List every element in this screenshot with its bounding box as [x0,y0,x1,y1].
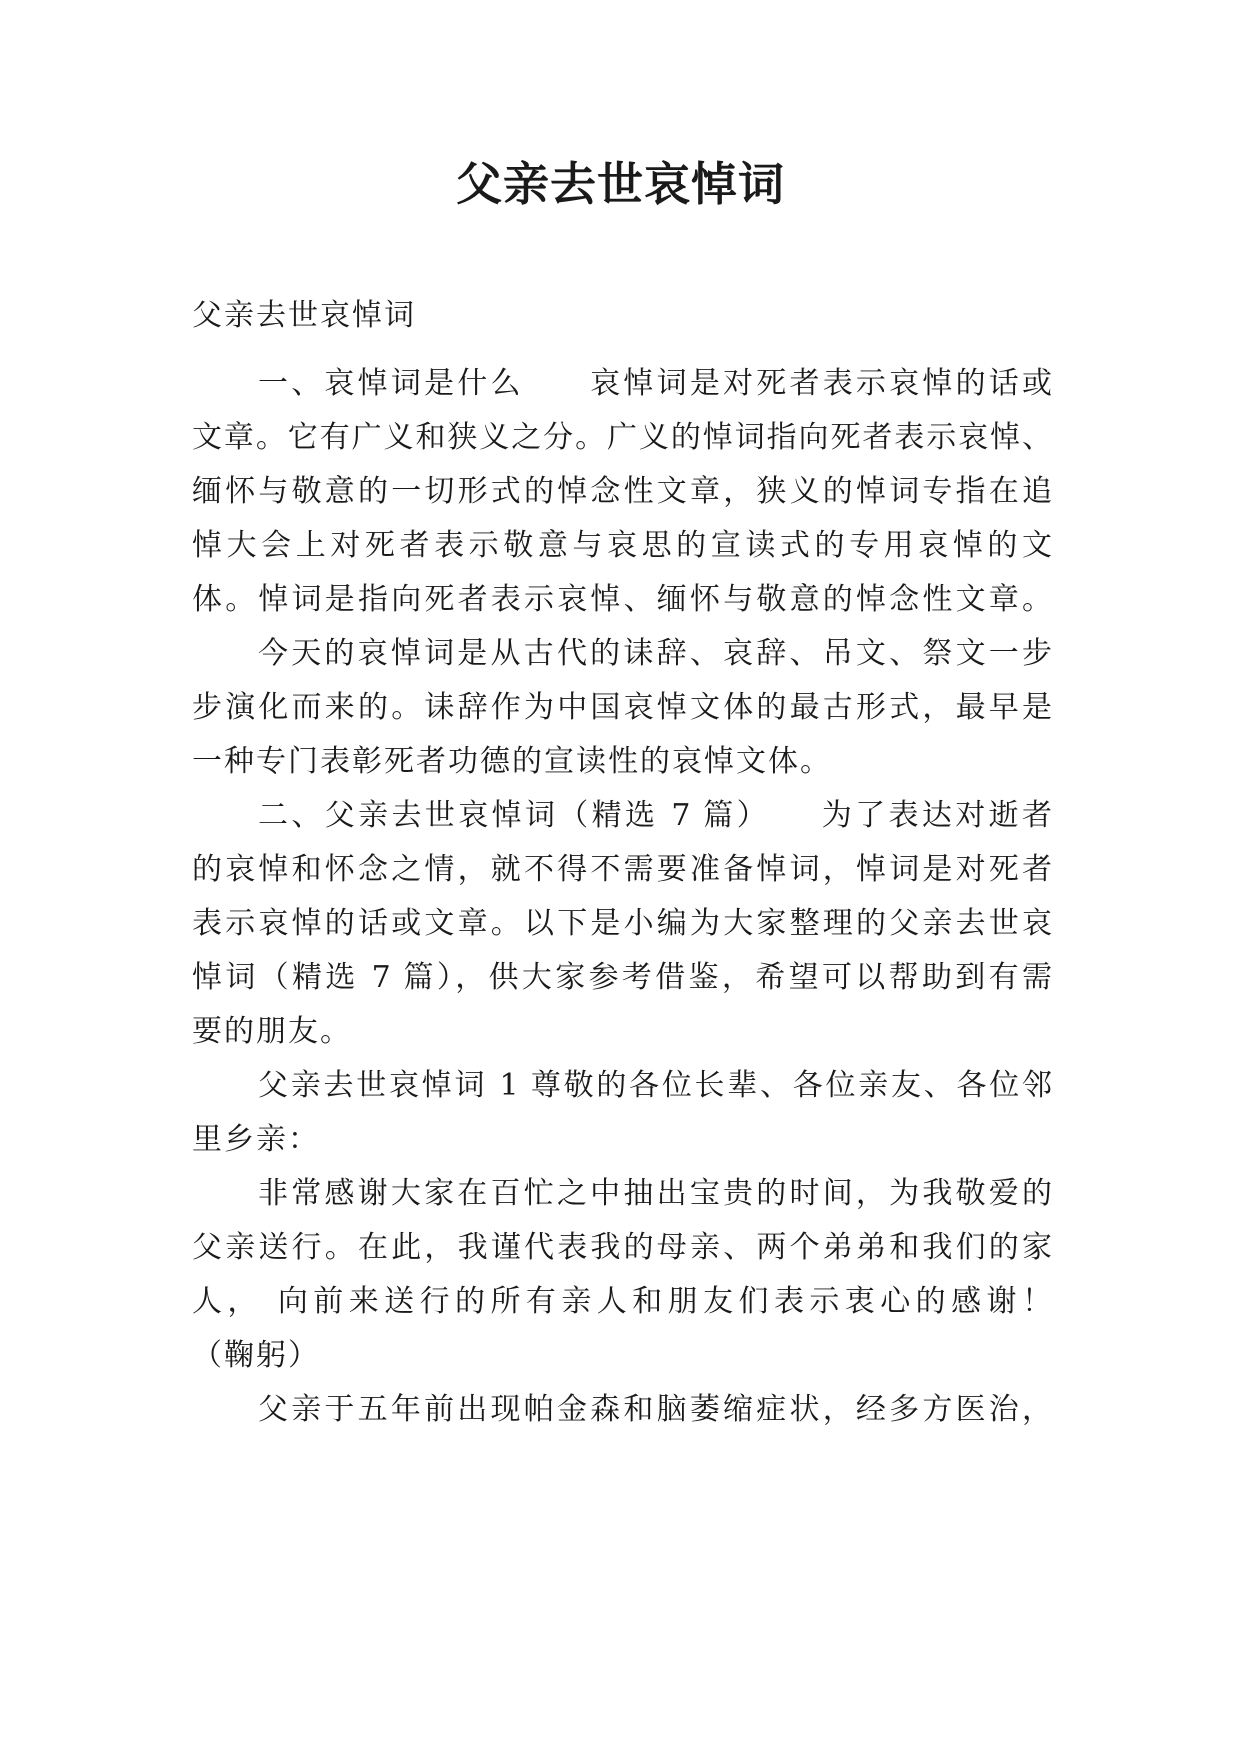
body-line: 父亲去世哀悼词 1 尊敬的各位长辈、各位亲友、各位邻 [258,1068,1052,1103]
body-line: 体。悼词是指向死者表示哀悼、缅怀与敬意的悼念性文章。 [192,582,1052,617]
body-line: 缅怀与敬意的一切形式的悼念性文章，狭义的悼词专指在追 [192,474,1052,509]
body-line: 一种专门表彰死者功德的宣读性的哀悼文体。 [192,744,832,779]
body-line: 一、哀悼词是什么 哀悼词是对死者表示哀悼的话或 [258,366,1052,401]
body-line: 人， 向前来送行的所有亲人和朋友们表示衷心的感谢！ [192,1284,1052,1319]
body-line: 父亲于五年前出现帕金森和脑萎缩症状，经多方医治， [258,1392,1052,1427]
body-line: （鞠躬） [192,1338,320,1373]
body-line: 表示哀悼的话或文章。以下是小编为大家整理的父亲去世哀 [192,906,1052,941]
body-line: 今天的哀悼词是从古代的诔辞、哀辞、吊文、祭文一步 [258,636,1052,671]
body-line: 父亲送行。在此，我谨代表我的母亲、两个弟弟和我们的家 [192,1230,1052,1265]
body-line: 步演化而来的。诔辞作为中国哀悼文体的最古形式，最早是 [192,690,1052,725]
body-line: 的哀悼和怀念之情，就不得不需要准备悼词，悼词是对死者 [192,852,1052,887]
body-line: 要的朋友。 [192,1014,352,1049]
document-subtitle: 父亲去世哀悼词 [192,298,416,333]
body-line: 悼大会上对死者表示敬意与哀思的宣读式的专用哀悼的文 [192,528,1052,563]
body-line: 二、父亲去世哀悼词（精选 7 篇） 为了表达对逝者 [258,798,1052,833]
body-line: 非常感谢大家在百忙之中抽出宝贵的时间，为我敬爱的 [258,1176,1052,1211]
body-line: 悼词（精选 7 篇），供大家参考借鉴，希望可以帮助到有需 [192,960,1052,995]
body-line: 里乡亲： [192,1122,320,1157]
body-line: 文章。它有广义和狭义之分。广义的悼词指向死者表示哀悼、 [192,420,1052,455]
document-title: 父亲去世哀悼词 [456,157,785,211]
